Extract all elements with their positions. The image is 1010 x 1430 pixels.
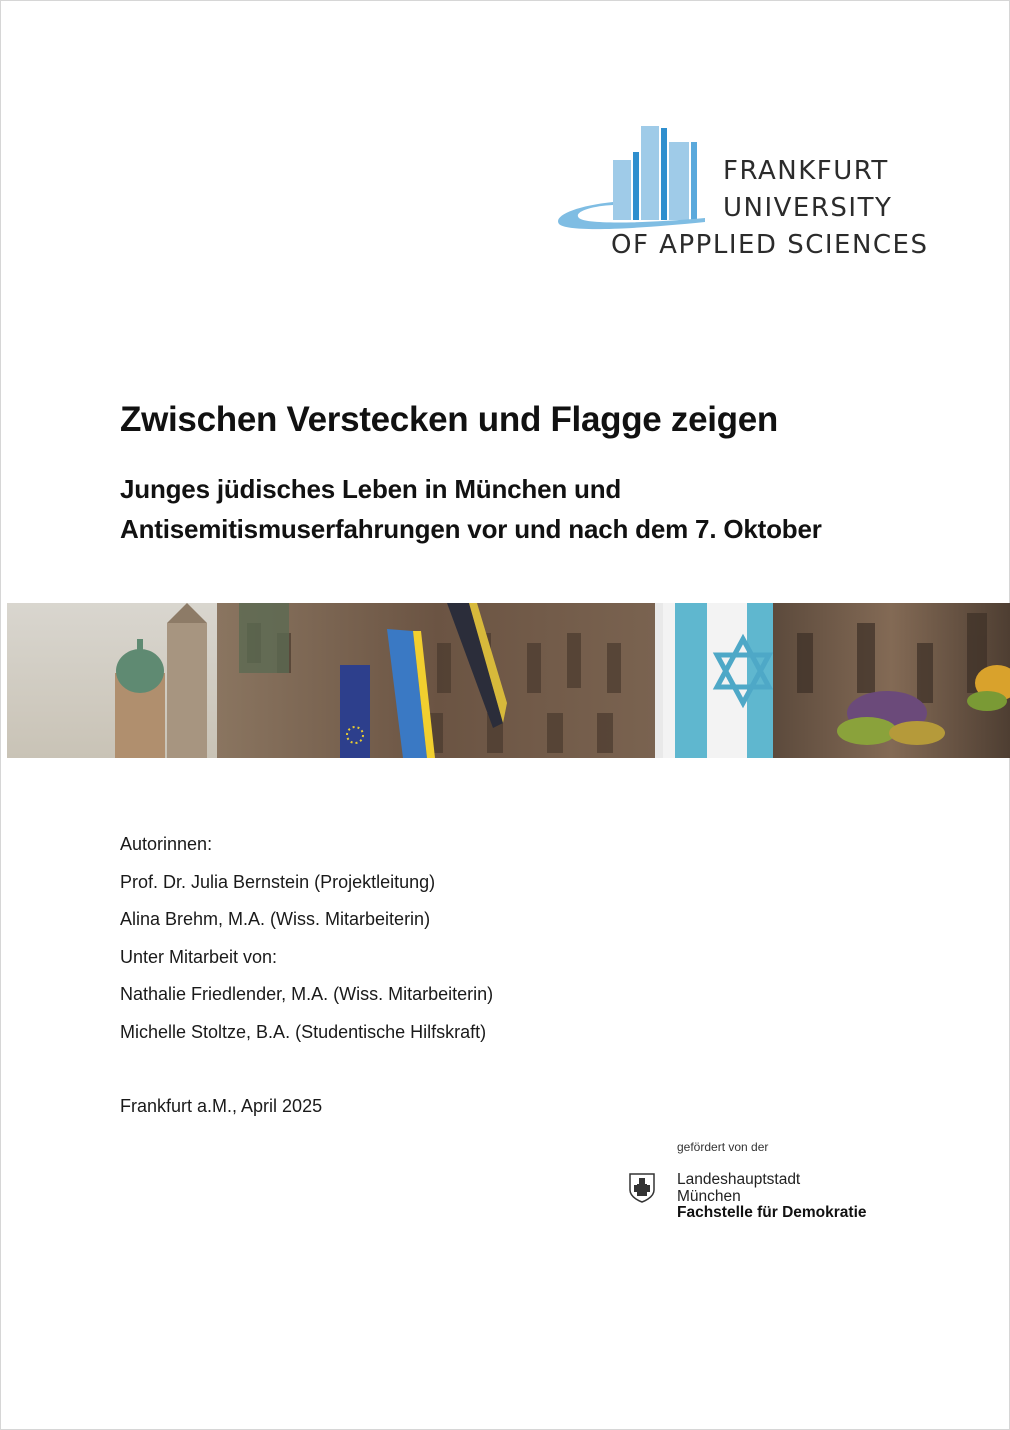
document-title: Zwischen Verstecken und Flagge zeigen	[120, 400, 778, 439]
document-subtitle-line1: Junges jüdisches Leben in München und	[120, 474, 622, 504]
logo-line-university: UNIVERSITY	[723, 193, 893, 223]
place-date: Frankfurt a.M., April 2025	[120, 1096, 323, 1116]
department-name: Fachstelle für Demokratie	[677, 1204, 867, 1221]
photo-illustration	[7, 603, 1010, 758]
document-subtitle-line2: Antisemitismuserfahrungen vor und nach dem 7. Oktober	[120, 514, 822, 544]
logo-line-applied-sciences: OF APPLIED SCIENCES	[611, 230, 929, 260]
collaboration-heading: Unter Mitarbeit von:	[120, 946, 278, 967]
authors-heading: Autorinnen:	[120, 834, 213, 854]
logo-line-frankfurt: FRANKFURT	[723, 156, 889, 186]
collaborator-2: Michelle Stoltze, B.A. (Studentische Hilfskraft)	[120, 1021, 487, 1042]
authors-block	[120, 833, 493, 1058]
author-1: Prof. Dr. Julia Bernstein (Projektleitung)	[120, 871, 436, 892]
funded-by-label: gefördert von der	[677, 1140, 769, 1154]
munich-city-hall-photo	[7, 603, 1010, 758]
collaborator-1: Nathalie Friedlender, M.A. (Wiss. Mitarbeiterin)	[120, 984, 494, 1004]
city-name-line2: München	[677, 1188, 741, 1205]
munich-crest-icon	[628, 1172, 656, 1204]
city-name-line1: Landeshauptstadt	[677, 1171, 801, 1188]
university-logo	[555, 122, 929, 262]
author-2: Alina Brehm, M.A. (Wiss. Mitarbeiterin)	[120, 909, 431, 929]
